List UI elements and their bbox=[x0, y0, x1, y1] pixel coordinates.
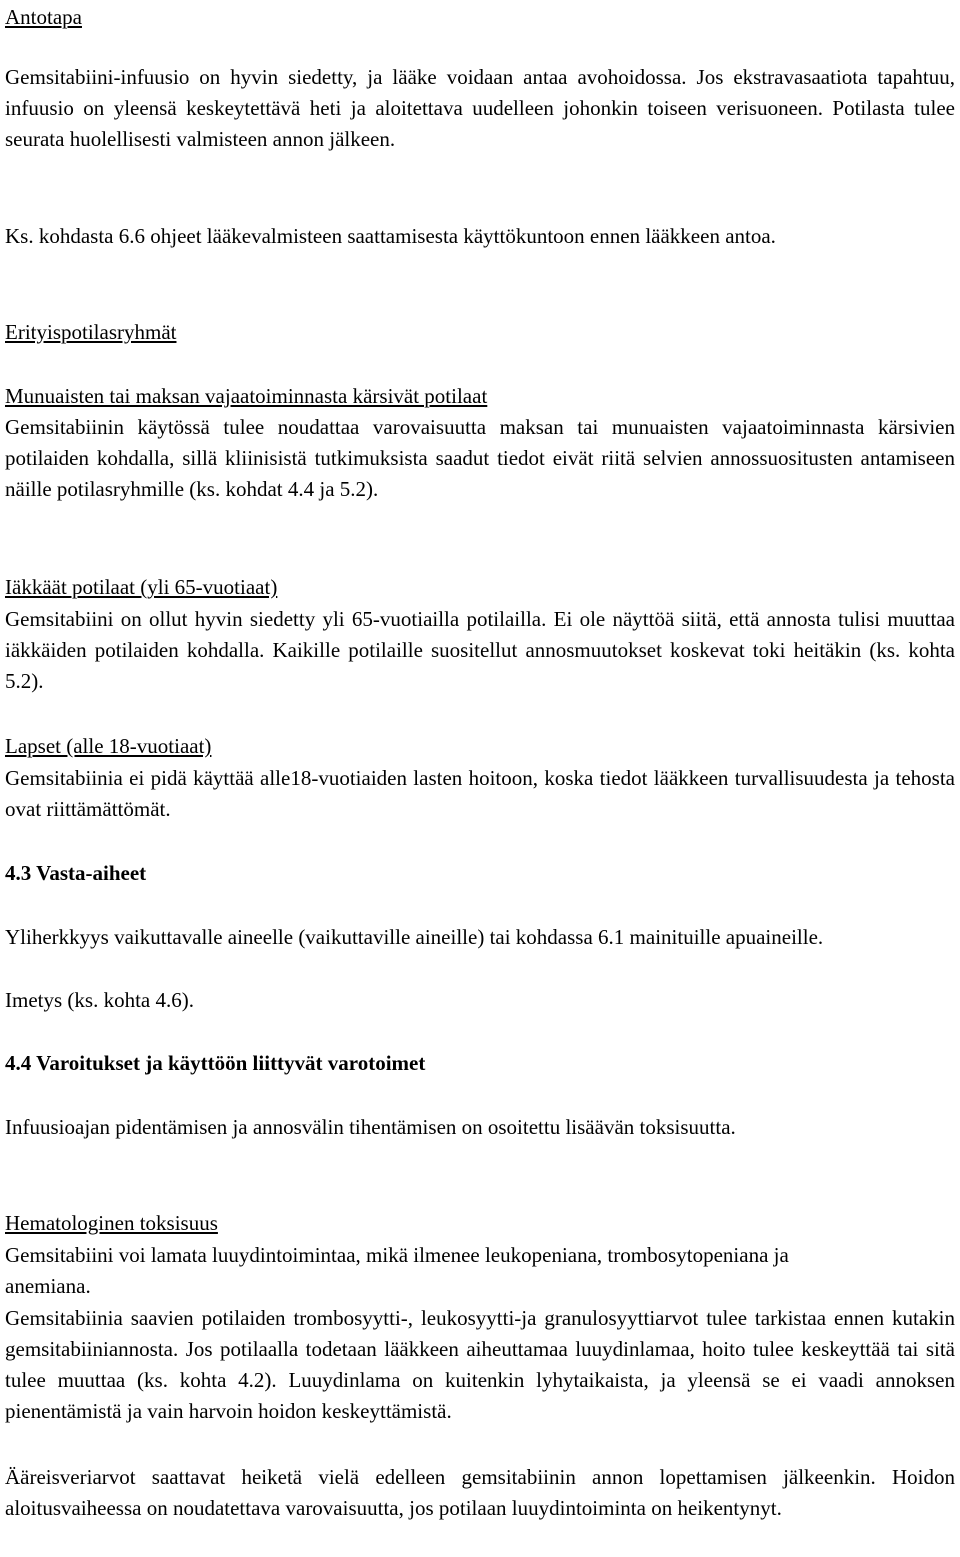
vasta-aiheet-heading: 4.3 Vasta-aiheet bbox=[5, 861, 147, 885]
munuaisten-heading: Munuaisten tai maksan vajaatoiminnasta kärsivät potilaat bbox=[5, 384, 488, 408]
iakkaat-paragraph: Gemsitabiini on ollut hyvin siedetty yli 65-vuotiailla potilailla. Ei ole näyttöä siitä, että annosta tulisi muuttaa iäkkäiden potilaiden kohdalla. Kaikille potilaille suositellut annosmuutokset koskevat toki heitäkin (ks. kohta 5.2). bbox=[5, 607, 955, 693]
vasta-aiheet-paragraph-1: Yliherkkyys vaikuttavalle aineelle (vaikuttaville aineille) tai kohdassa 6.1 mainituille apuaineille. bbox=[5, 925, 824, 949]
varoitukset-heading: 4.4 Varoitukset ja käyttöön liittyvät varotoimet bbox=[5, 1051, 426, 1075]
hematologinen-paragraph-1: Gemsitabiini voi lamata luuydintoimintaa, mikä ilmenee leukopeniana, trombosytopeniana ja anemiana. bbox=[5, 1243, 789, 1298]
lapset-heading: Lapset (alle 18-vuotiaat) bbox=[5, 734, 212, 758]
antotapa-paragraph-1: Gemsitabiini-infuusio on hyvin siedetty, ja lääke voidaan antaa avohoidossa. Jos ekstravasaatiota tapahtuu, infuusio on yleensä keskeytettävä heti ja aloitettava uudelleen johonkin toiseen verisuoneen. Potilasta tulee seurata huolellisesti valmisteen annon jälkeen. bbox=[5, 65, 955, 151]
vasta-aiheet-paragraph-2: Imetys (ks. kohta 4.6). bbox=[5, 988, 194, 1012]
hematologinen-paragraph-3: Ääreisveriarvot saattavat heiketä vielä edelleen gemsitabiinin annon lopettamisen jälkeenkin. Hoidon aloitusvaiheessa on noudatettava varovaisuutta, jos potilaan luuydintoiminta on heikentynyt. bbox=[5, 1465, 955, 1520]
antotapa-heading: Antotapa bbox=[5, 5, 82, 29]
hematologinen-heading: Hematologinen toksisuus bbox=[5, 1211, 218, 1235]
lapset-paragraph: Gemsitabiinia ei pidä käyttää alle18-vuotiaiden lasten hoitoon, koska tiedot lääkkeen turvallisuudesta ja tehosta ovat riittämättömät. bbox=[5, 766, 955, 821]
hematologinen-paragraph-2: Gemsitabiinia saavien potilaiden trombosyytti-, leukosyytti-ja granulosyyttiarvot tulee tarkistaa ennen kutakin gemsitabiiniannosta. Jos potilaalla todetaan lääkkeen aiheuttamaa luuydinlamaa, hoito tulee keskeyttää tai sitä tulee muuttaa (ks. kohta 4.2). Luuydinlama on kuitenkin lyhytaikaista, ja yleensä se ei vaadi annoksen pienentämistä ja vain harvoin hoidon keskeyttämistä. bbox=[5, 1306, 955, 1423]
erityispotilasryhmat-heading: Erityispotilasryhmät bbox=[5, 320, 177, 344]
antotapa-paragraph-2: Ks. kohdasta 6.6 ohjeet lääkevalmisteen saattamisesta käyttökuntoon ennen lääkkeen antoa. bbox=[5, 224, 776, 248]
munuaisten-paragraph: Gemsitabiinin käytössä tulee noudattaa varovaisuutta maksan tai munuaisten vajaatoiminnasta kärsivien potilaiden kohdalla, sillä kliinisistä tutkimuksista saadut tiedot eivät riitä selvien annossuositusten antamiseen näille potilasryhmille (ks. kohdat 4.4 ja 5.2). bbox=[5, 415, 955, 501]
varoitukset-paragraph: Infuusioajan pidentämisen ja annosvälin tihentämisen on osoitettu lisäävän toksisuutta. bbox=[5, 1115, 736, 1139]
iakkaat-heading: Iäkkäät potilaat (yli 65-vuotiaat) bbox=[5, 575, 278, 599]
